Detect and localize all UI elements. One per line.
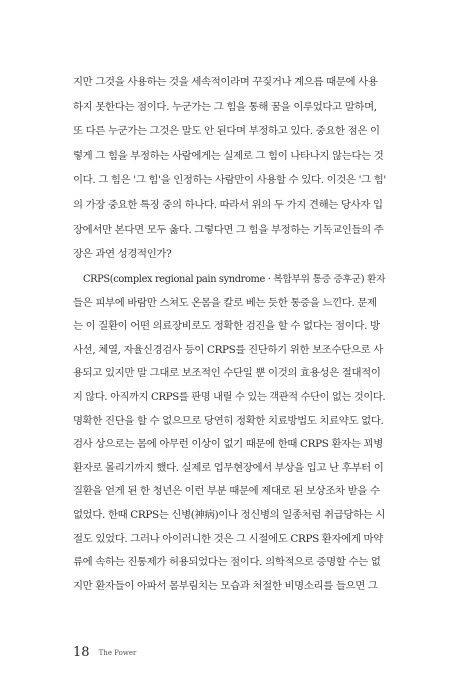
paragraph-2	[73, 268, 391, 598]
text-line: 는 이 질환이 어떤 의료장비로도 정확한 검진을 할 수 없다는 점이다. 방	[73, 320, 380, 333]
text-line: 장은 과연 성경적인가?	[73, 248, 172, 261]
text-line: 하지 못한다는 점이다. 누군가는 그 힘을 통해 꿈을 이루었다고 말하며,	[73, 100, 377, 113]
text-line: 지만 환자들이 아파서 몸부림치는 모습과 처절한 비명소리를 들으면 그	[73, 579, 378, 592]
running-title: The Power	[98, 649, 137, 657]
text-line: 없었다. 한때 CRPS는 신병(神病)이나 정신병의 일종처럼 취급당하는 시	[73, 508, 386, 521]
text-line: 명확한 진단을 할 수 없으므로 당연히 정확한 치료방법도 치료약도 없다.	[73, 414, 384, 427]
text-line: 환자로 몰리기까지 했다. 실제로 업무현장에서 부상을 입고 난 후부터 이	[73, 461, 384, 474]
page-footer	[73, 643, 136, 659]
text-line: 지만 그것을 사용하는 것을 세속적이라며 꾸짖거나 계으름 때문에 사용	[73, 76, 378, 88]
text-line: 렇게 그 힘을 부정하는 사람에게는 실제로 그 힘이 나타나지 않는다는 것	[73, 149, 384, 162]
paragraph-1	[73, 70, 391, 267]
text-line: 지 않다. 아직까지 CRPS를 판명 내릴 수 있는 객관적 수단이 없는 것이다.	[73, 391, 386, 403]
text-line: 장에서만 본다면 모두 옳다. 그렇다면 그 힘을 부정하는 기독교인들의 주	[73, 223, 384, 236]
text-line: 검사 상으로는 몸에 아무런 이상이 없기 때문에 한때 CRPS 환자는 꾀병	[73, 438, 383, 451]
page-number: 18	[73, 645, 90, 660]
text-line: 의 가장 중요한 특징 중의 하나다. 따라서 위의 두 가지 견해는 당사자 입	[73, 198, 383, 211]
text-line: CRPS(complex regional pain syndrome · 복합부위 통증 증후군) 환자	[83, 274, 386, 285]
text-line: 또 다른 누군가는 그것은 말도 안 된다며 부정하고 있다. 중요한 점은 이	[73, 125, 380, 138]
text-line: 류에 속하는 진통제가 허용되었다는 점이다. 의학적으로 증명할 수는 없	[73, 556, 381, 569]
text-line: 들은 피부에 바람만 스쳐도 온몸을 칼로 베는 듯한 통증을 느낀다. 문제	[73, 296, 377, 309]
text-line: 절도 있었다. 그러나 아이러니한 것은 그 시절에도 CRPS 환자에게 마약	[73, 532, 383, 545]
text-line: 용되고 있지만 말 그대로 보조적인 수단일 뿐 이것의 효용성은 절대적이	[73, 367, 381, 380]
text-line: 이다. 그 힘은 '그 힘'을 인정하는 사람만이 사용할 수 있다. 이것은 '그 힘'	[73, 174, 386, 187]
text-line: 질환을 얻게 된 한 청년은 이런 부분 때문에 제대로 된 보상조차 받을 수	[73, 485, 380, 498]
text-line: 사선, 체열, 자율신경검사 등이 CRPS를 진단하기 위한 보조수단으로 사	[73, 343, 383, 356]
